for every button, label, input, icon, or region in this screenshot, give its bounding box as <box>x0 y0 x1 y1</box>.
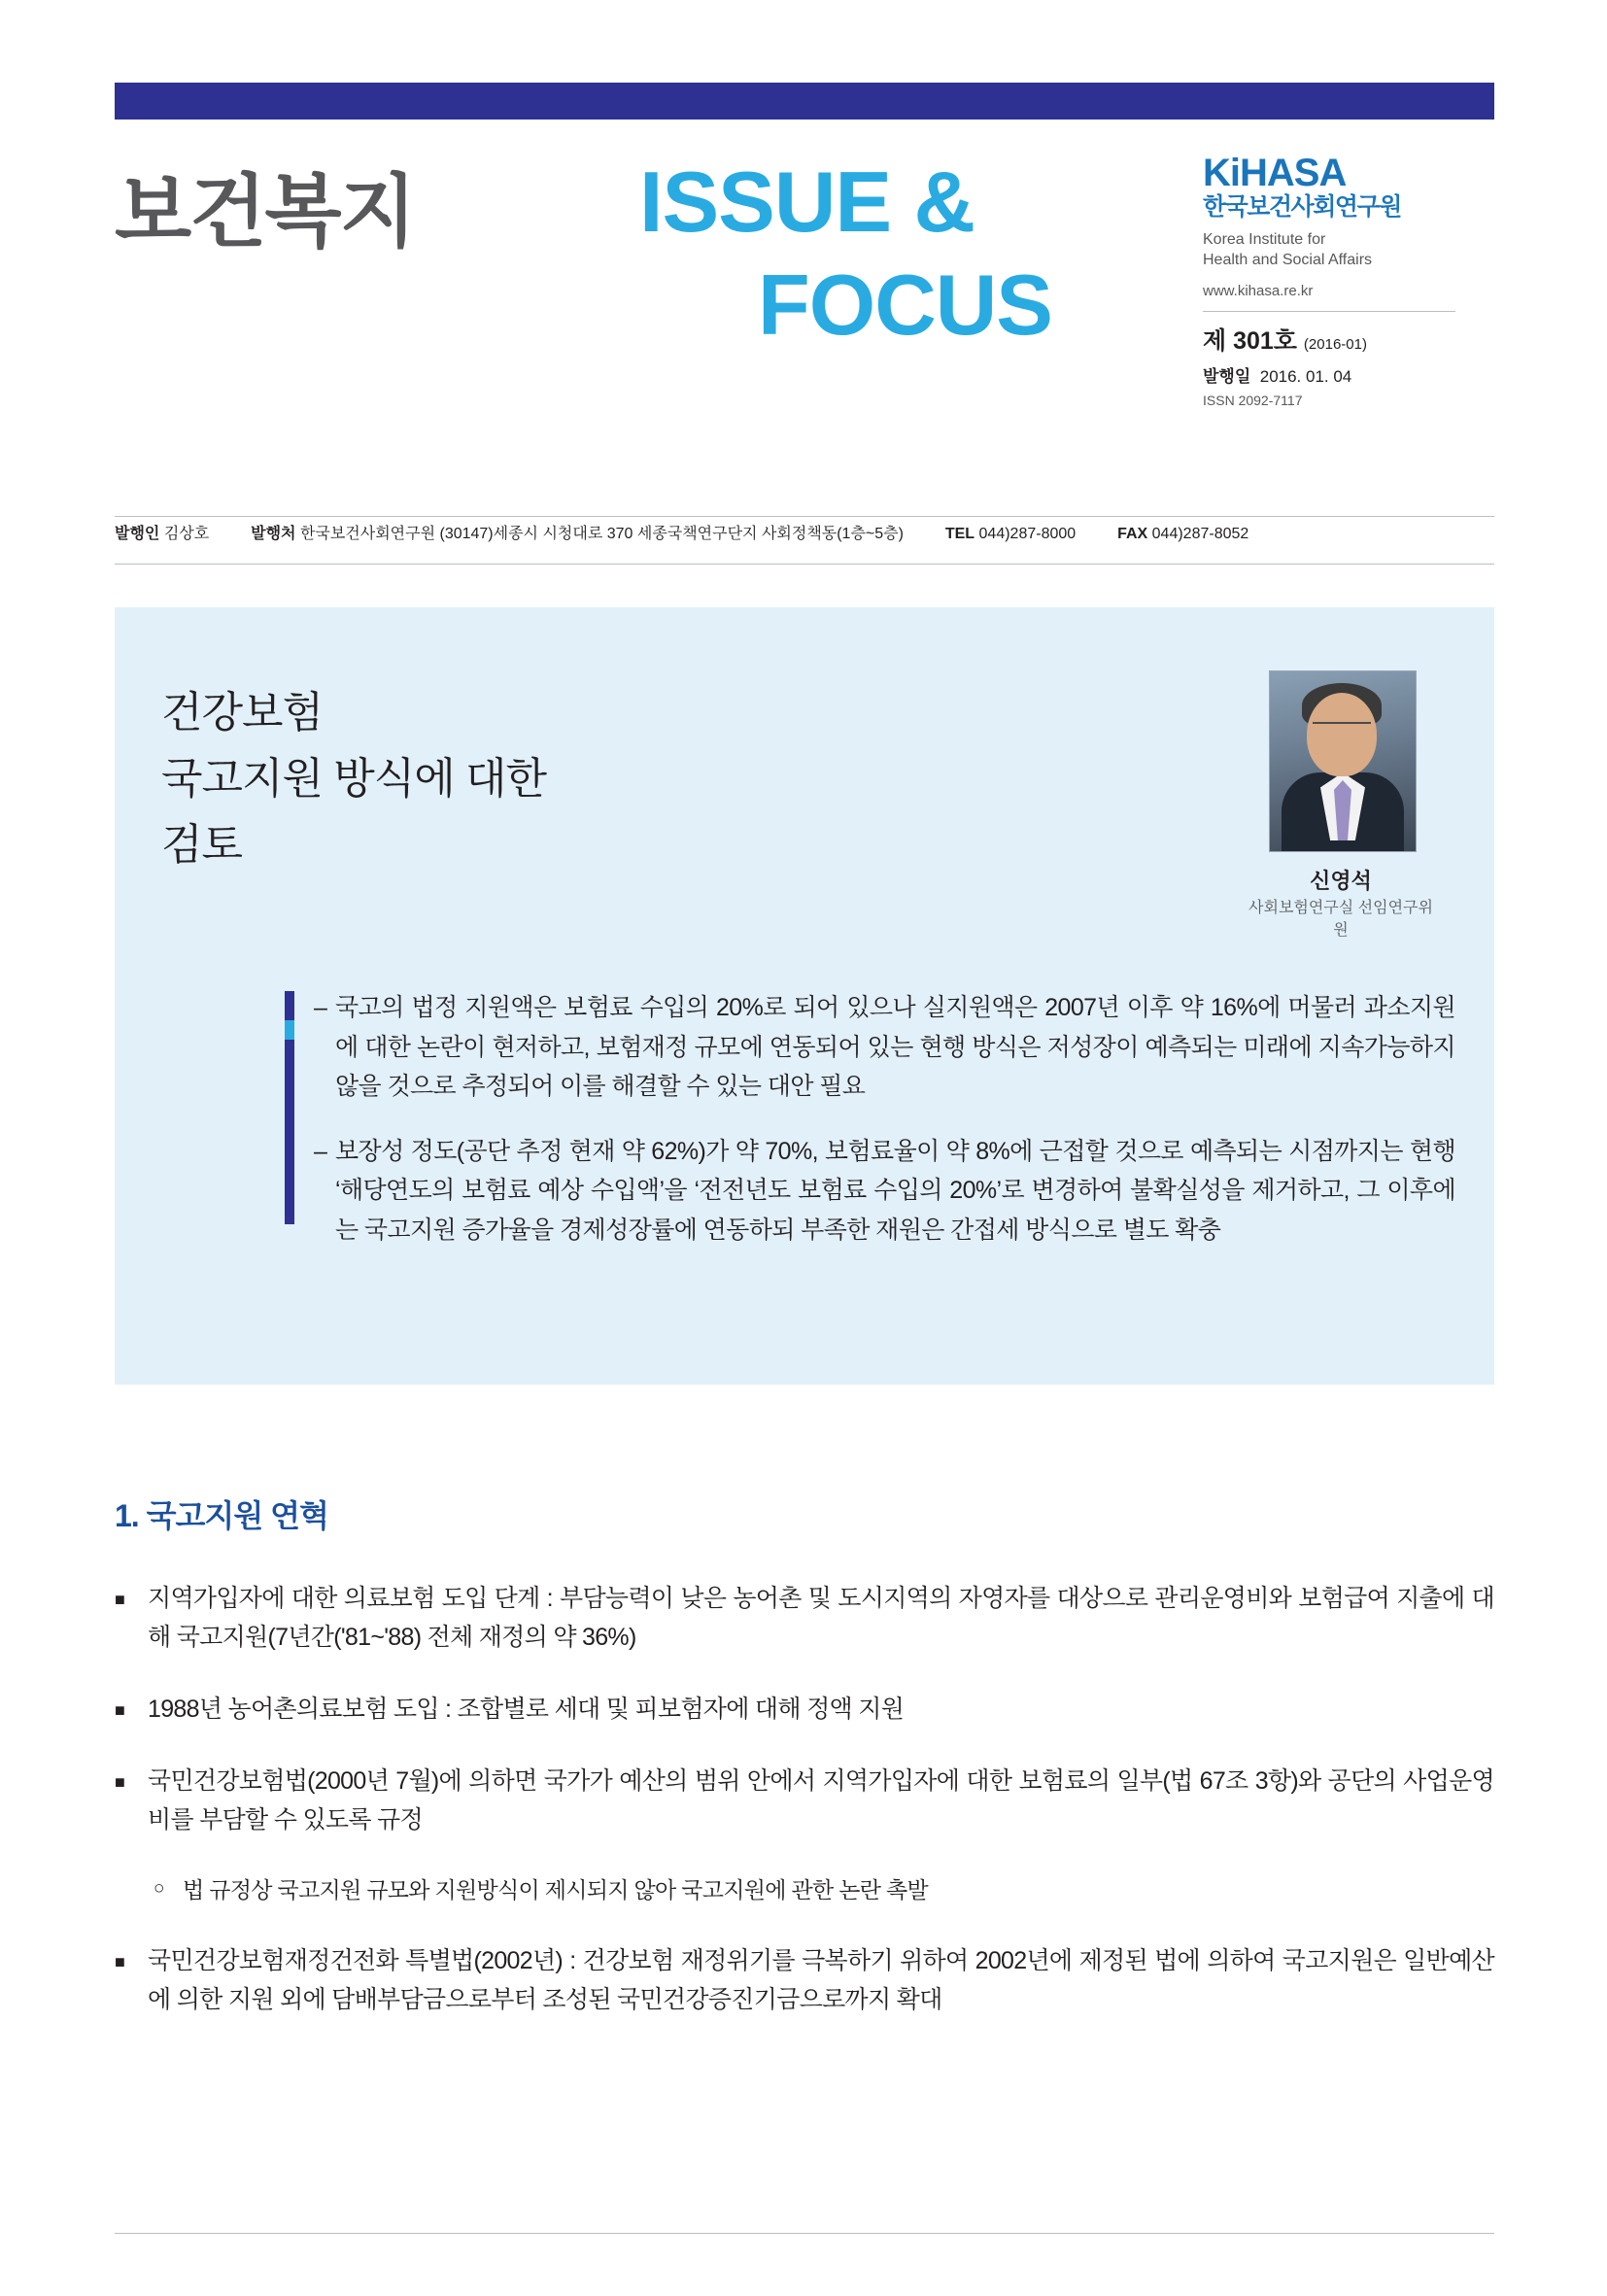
masthead-title-focus: FOCUS <box>758 257 1052 353</box>
publisher-name: 김상호 <box>163 526 210 542</box>
publish-date <box>1203 362 1494 387</box>
article-title-line3: 검토 <box>161 821 243 870</box>
list-item <box>115 1941 1494 2019</box>
section-heading: 1. 국고지원 연혁 <box>115 1498 328 1533</box>
bullet-text: 국민건강보험법(2000년 7월)에 의하면 국가가 예산의 범위 안에서 지역가입자에 대한 보험료의 일부(법 67조 3항)와 공단의 사업운영비를 부담할 수 있도록 규정 <box>148 1767 1494 1833</box>
publisher-top-divider <box>115 516 1494 517</box>
issue-number-year: (2016-01) <box>1303 335 1367 353</box>
organization-label: 발행처 <box>251 526 296 542</box>
kihasa-wordmark: KiHASA <box>1203 152 1347 194</box>
kihasa-name-english <box>1203 229 1494 271</box>
body-bullet-list <box>115 1579 1494 2052</box>
issue-number-value: 제 301호 <box>1203 326 1297 355</box>
article-title-line2: 국고지원 방식에 대한 <box>161 755 546 804</box>
summary-accent-bars <box>285 991 294 1224</box>
summary-point-dash: – <box>314 1137 327 1165</box>
square-bullet-marker: ■ <box>115 1700 125 1720</box>
list-item <box>115 1690 1494 1729</box>
fax-value: 044)287-8052 <box>1151 526 1249 542</box>
author-photo-glasses <box>1313 722 1371 739</box>
tel-value: 044)287-8000 <box>978 526 1077 542</box>
issn-text: ISSN 2092-7117 <box>1203 392 1303 408</box>
summary-point-dash: – <box>314 994 327 1021</box>
tel-label: TEL <box>944 526 975 542</box>
summary-point <box>314 1132 1455 1251</box>
kihasa-logo-block <box>1203 154 1494 408</box>
summary-point <box>314 988 1455 1107</box>
author-name: 신영석 <box>1310 869 1372 893</box>
kihasa-name-line2: Health and Social Affairs <box>1203 252 1373 269</box>
kihasa-wordmark-korean: 한국보건사회연구원 <box>1203 193 1401 221</box>
list-item <box>115 1579 1494 1657</box>
publish-date-value: 2016. 01. 04 <box>1259 366 1352 386</box>
sub-list-item <box>154 1872 1494 1908</box>
author-photo <box>1269 670 1417 852</box>
square-bullet-marker: ■ <box>115 1772 125 1792</box>
logo-divider <box>1203 311 1455 312</box>
summary-point-text: 보장성 정도(공단 추정 현재 약 62%)가 약 70%, 보험료율이 약 8%에 근접할 것으로 예측되는 시점까지는 현행 ‘해당연도의 보험료 예상 수입액’을 ‘전전년도 보험료 수입의 20%’로 변경하여 불확실성을 제거하고, 그 이후에는 국고지원 증가율을 경제성장률에 연동하되 부족한 재원은 간접세 방식으로 별도 확충 <box>335 1137 1455 1244</box>
organization-address: 한국보건사회연구원 (30147)세종시 시청대로 370 세종국책연구단지 사회정책동(1층~5층) <box>299 526 904 542</box>
accent-bar-navy-top <box>285 991 294 1020</box>
masthead-title-issue: ISSUE & <box>639 154 975 250</box>
masthead-title-korean: 보건복지 <box>115 168 415 257</box>
summary-points <box>314 988 1455 1275</box>
issue-number <box>1203 322 1494 357</box>
author-role: 사회보험연구실 선임연구위원 <box>1248 900 1433 939</box>
bullet-text: 국민건강보험재정건전화 특별법(2002년) : 건강보험 재정위기를 극복하기 위하여 2002년에 제정된 법에 의하여 국고지원은 일반예산에 의한 지원 외에 담배부담금으로부터 조성된 국민건강증진기금으로까지 확대 <box>148 1946 1494 2013</box>
publish-date-label: 발행일 <box>1203 366 1251 386</box>
footer-divider <box>115 2233 1494 2234</box>
publisher-line <box>115 521 1494 543</box>
sub-bullet-text: 법 규정상 국고지원 규모와 지원방식이 제시되지 않아 국고지원에 관한 논란 촉발 <box>183 1877 928 1902</box>
kihasa-website-url[interactable]: www.kihasa.re.kr <box>1203 282 1314 299</box>
bullet-text: 지역가입자에 대한 의료보험 도입 단계 : 부담능력이 낮은 농어촌 및 도시지역의 자영자를 대상으로 관리운영비와 보험급여 지출에 대해 국고지원(7년간('81~'88) 전체 재정의 약 36%) <box>148 1585 1494 1651</box>
summary-point-text: 국고의 법정 지원액은 보험료 수입의 20%로 되어 있으나 실지원액은 2007년 이후 약 16%에 머물러 과소지원에 대한 논란이 현저하고, 보험재정 규모에 연동되어 있는 현행 방식은 저성장이 예측되는 미래에 지속가능하지 않을 것으로 추정되어 이를 해결할 수 있는 대안 필요 <box>335 994 1455 1100</box>
bullet-text: 1988년 농어촌의료보험 도입 : 조합별로 세대 및 피보험자에 대해 정액 지원 <box>148 1696 905 1723</box>
square-bullet-marker: ■ <box>115 1951 125 1971</box>
article-title-line1: 건강보험 <box>161 689 324 737</box>
accent-bar-navy-bottom <box>285 1040 294 1224</box>
summary-box <box>115 607 1494 1385</box>
list-item <box>115 1762 1494 1908</box>
masthead-top-bar <box>115 83 1494 120</box>
masthead <box>115 146 1494 505</box>
square-bullet-marker: ■ <box>115 1590 125 1609</box>
accent-bar-cyan <box>285 1020 294 1040</box>
article-title <box>161 680 546 879</box>
publisher-bottom-divider <box>115 564 1494 565</box>
circle-bullet-marker: ○ <box>154 1878 164 1899</box>
fax-label: FAX <box>1117 526 1148 542</box>
publisher-label: 발행인 <box>115 526 160 542</box>
kihasa-name-line1: Korea Institute for <box>1203 230 1326 248</box>
